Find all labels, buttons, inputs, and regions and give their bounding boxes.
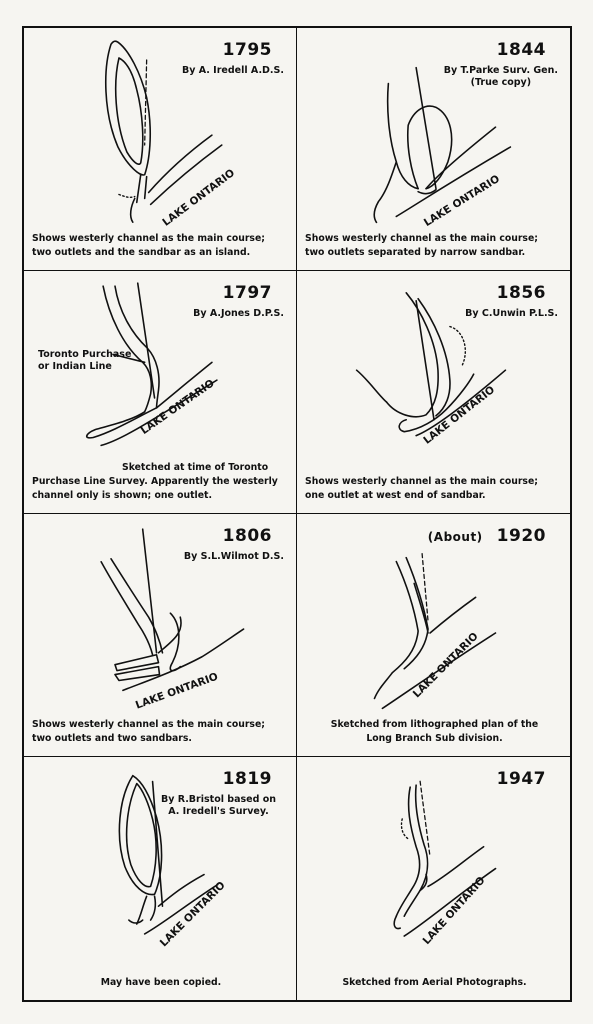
- panel-1856: [297, 271, 570, 514]
- surveyor-credit: [184, 551, 284, 563]
- panel-1795: [24, 28, 297, 271]
- caption-line: May have been copied.: [100, 977, 222, 988]
- surveyor-credit: [465, 308, 558, 320]
- annotation-line: Toronto Purchase: [38, 349, 132, 360]
- panel-1819: [24, 757, 297, 1000]
- surveyor-line: By C.Unwin P.L.S.: [465, 308, 558, 319]
- surveyor-credit: [161, 794, 276, 818]
- panel-1920: [297, 514, 570, 757]
- surveyor-line: By R.Bristol based on: [160, 794, 276, 805]
- map-sheet: [22, 26, 572, 1002]
- caption-line: two outlets separated by narrow sandbar.: [305, 247, 526, 258]
- lake-ontario-label: LAKE ONTARIO: [420, 874, 488, 948]
- map-caption: [305, 475, 564, 503]
- map-year: 1795: [222, 40, 272, 60]
- caption-line: two outlets and the sandbar as an island.: [32, 247, 251, 258]
- surveyor-line: By T.Parke Surv. Gen.: [443, 65, 558, 76]
- panel-1797: [24, 271, 297, 514]
- caption-line: Sketched from lithographed plan of the: [330, 719, 539, 730]
- map-year: 1819: [222, 769, 272, 789]
- map-year: 1947: [496, 769, 546, 789]
- map-caption: [305, 976, 564, 990]
- lake-ontario-label: LAKE ONTARIO: [160, 166, 238, 229]
- caption-line: two outlets and two sandbars.: [32, 733, 192, 744]
- lake-ontario-label: LAKE ONTARIO: [410, 630, 481, 701]
- surveyor-line: By A.Jones D.P.S.: [193, 308, 284, 319]
- annotation-line: or Indian Line: [38, 361, 112, 372]
- panel-1844: [297, 28, 570, 271]
- lake-ontario-label: LAKE ONTARIO: [138, 377, 217, 437]
- map-year: [428, 526, 546, 546]
- caption-line: Sketched from Aerial Photographs.: [342, 977, 527, 988]
- surveyor-credit: [193, 308, 284, 320]
- lake-ontario-label: LAKE ONTARIO: [157, 879, 228, 950]
- caption-line: one outlet at west end of sandbar.: [305, 490, 486, 501]
- caption-line: Shows westerly channel as the main course;: [32, 719, 265, 730]
- surveyor-line: By S.L.Wilmot D.S.: [183, 551, 284, 562]
- map-year: 1844: [496, 40, 546, 60]
- surveyor-line: (True copy): [470, 77, 532, 88]
- surveyor-credit: [182, 65, 284, 77]
- map-caption: [305, 232, 564, 260]
- caption-line: Sketched at time of Toronto: [122, 462, 269, 473]
- map-year: 1806: [222, 526, 272, 546]
- map-caption: [32, 718, 290, 746]
- channel-sketch-1947: [297, 757, 570, 1000]
- surveyor-line: By A. Iredell A.D.S.: [182, 65, 284, 76]
- surveyor-line: A. Iredell's Survey.: [168, 806, 269, 817]
- caption-line: Shows westerly channel as the main course;: [32, 233, 265, 244]
- map-caption: [32, 461, 290, 503]
- year-value: 1920: [496, 526, 546, 546]
- year-prefix: (About): [427, 530, 483, 544]
- caption-line: Shows westerly channel as the main course;: [305, 233, 538, 244]
- map-year: 1856: [496, 283, 546, 303]
- caption-line: Shows westerly channel as the main course;: [305, 476, 538, 487]
- map-caption: [305, 718, 564, 746]
- panel-1806: [24, 514, 297, 757]
- lake-ontario-label: LAKE ONTARIO: [421, 383, 498, 447]
- map-caption: [32, 976, 290, 990]
- map-year: 1797: [222, 283, 272, 303]
- panel-1947: [297, 757, 570, 1000]
- caption-line: Purchase Line Survey. Apparently the westerly: [32, 476, 278, 487]
- purchase-line-annotation: [38, 349, 131, 373]
- map-caption: [32, 232, 290, 260]
- lake-ontario-label: LAKE ONTARIO: [421, 172, 502, 230]
- caption-line: Long Branch Sub division.: [366, 733, 503, 744]
- caption-line: channel only is shown; one outlet.: [32, 490, 212, 501]
- surveyor-credit: [444, 65, 558, 89]
- lake-ontario-label: LAKE ONTARIO: [133, 670, 220, 712]
